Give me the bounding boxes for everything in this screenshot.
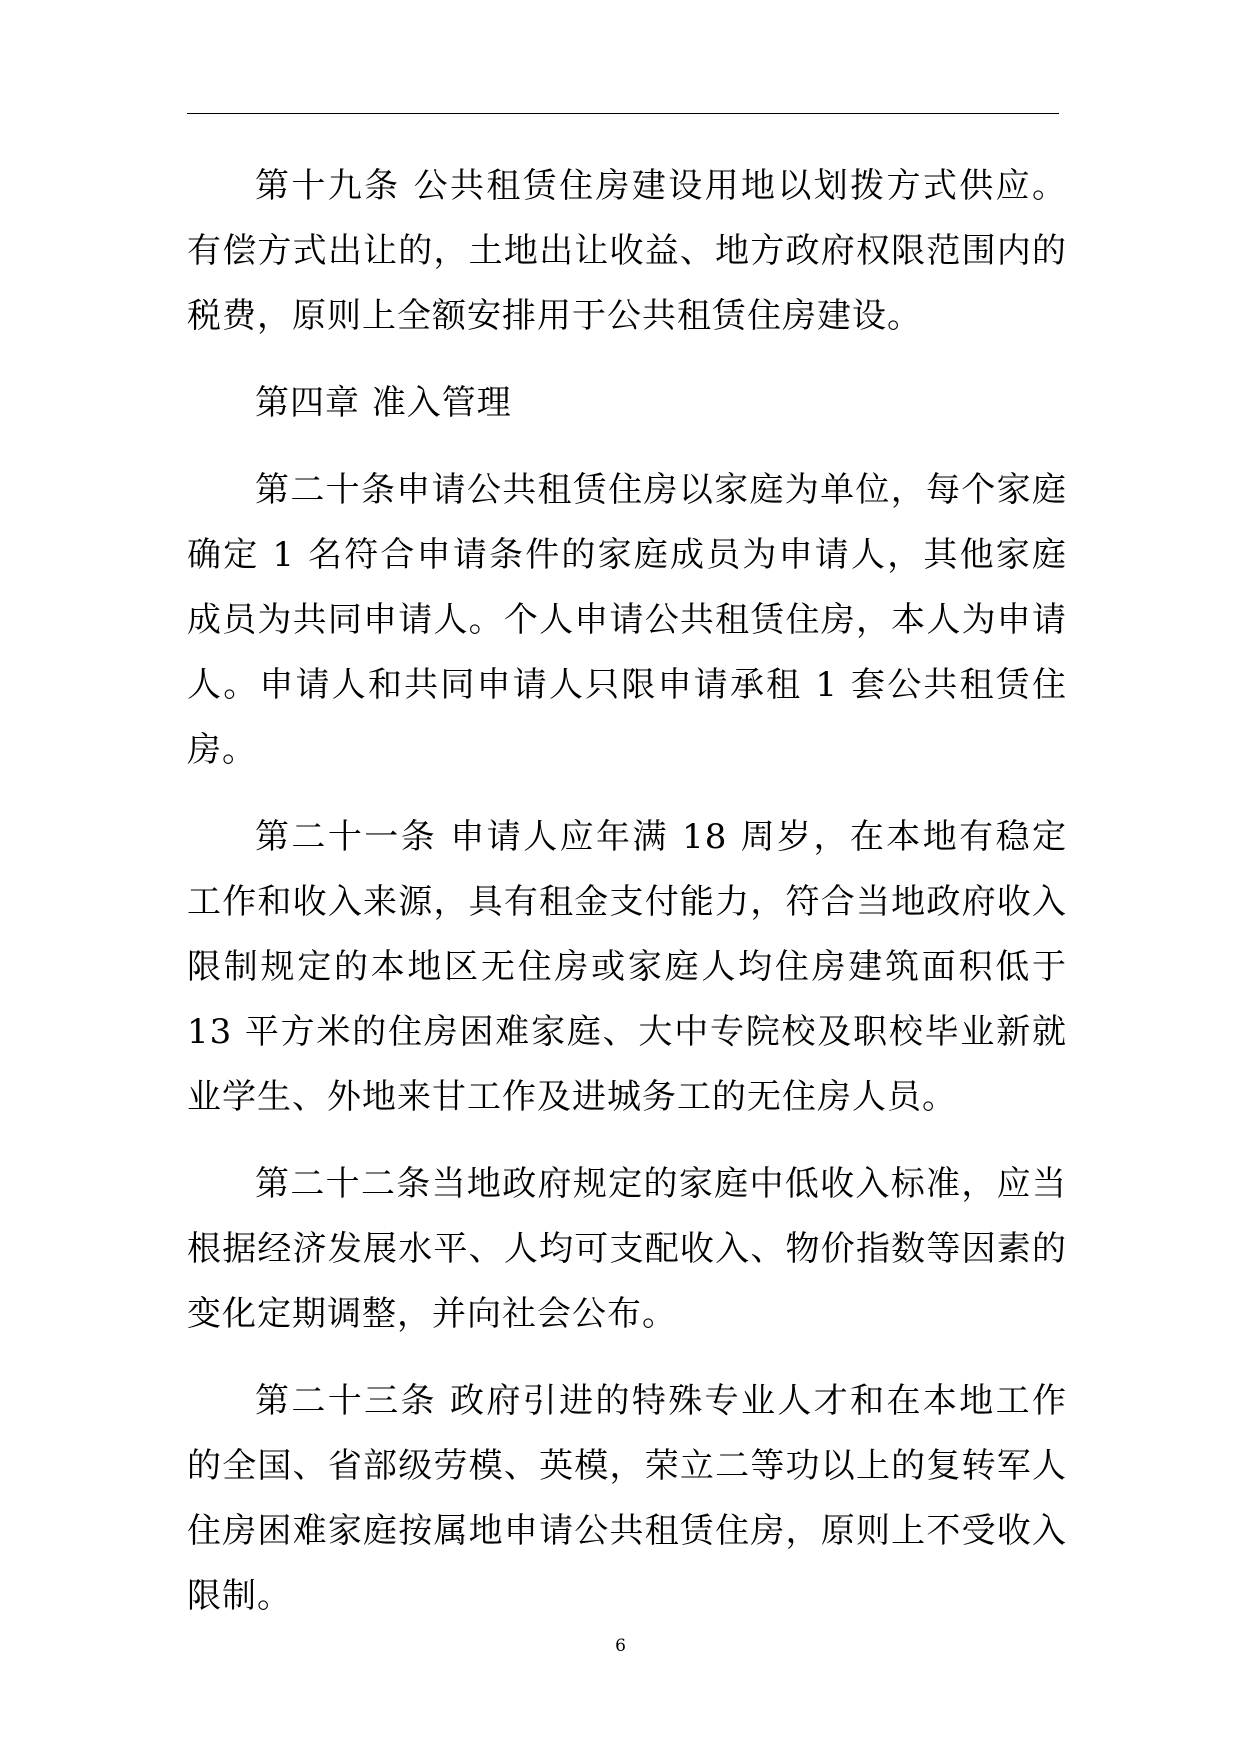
article-19-paragraph: 第十九条 公共租赁住房建设用地以划拨方式供应。有偿方式出让的，土地出让收益、地方政府权限范围内的税费，原则上全额安排用于公共租赁住房建设。 (187, 166, 1067, 336)
chapter-4-heading: 第四章 准入管理 (255, 383, 512, 423)
article-23-paragraph: 第二十三条 政府引进的特殊专业人才和在本地工作的全国、省部级劳模、英模，荣立二等功以上的复转军人住房困难家庭按属地申请公共租赁住房，原则上不受收入限制。 (187, 1381, 1067, 1616)
page-number: 6 (615, 1636, 626, 1656)
article-21-paragraph: 第二十一条 申请人应年满 18 周岁，在本地有稳定工作和收入来源，具有租金支付能力，符合当地政府收入限制规定的本地区无住房或家庭人均住房建筑面积低于 13 平方米的住房困难家庭、大中专院校及职校毕业新就业学生、外地来甘工作及进城务工的无住房人员。 (187, 817, 1067, 1117)
article-22-paragraph: 第二十二条当地政府规定的家庭中低收入标准，应当根据经济发展水平、人均可支配收入、物价指数等因素的变化定期调整，并向社会公布。 (187, 1164, 1067, 1334)
article-20-paragraph: 第二十条申请公共租赁住房以家庭为单位，每个家庭确定 1 名符合申请条件的家庭成员为申请人，其他家庭成员为共同申请人。个人申请公共租赁住房，本人为申请人。申请人和共同申请人只限申请承租 1 套公共租赁住房。 (187, 470, 1067, 770)
header-rule (187, 113, 1059, 114)
document-body (187, 154, 1067, 1629)
